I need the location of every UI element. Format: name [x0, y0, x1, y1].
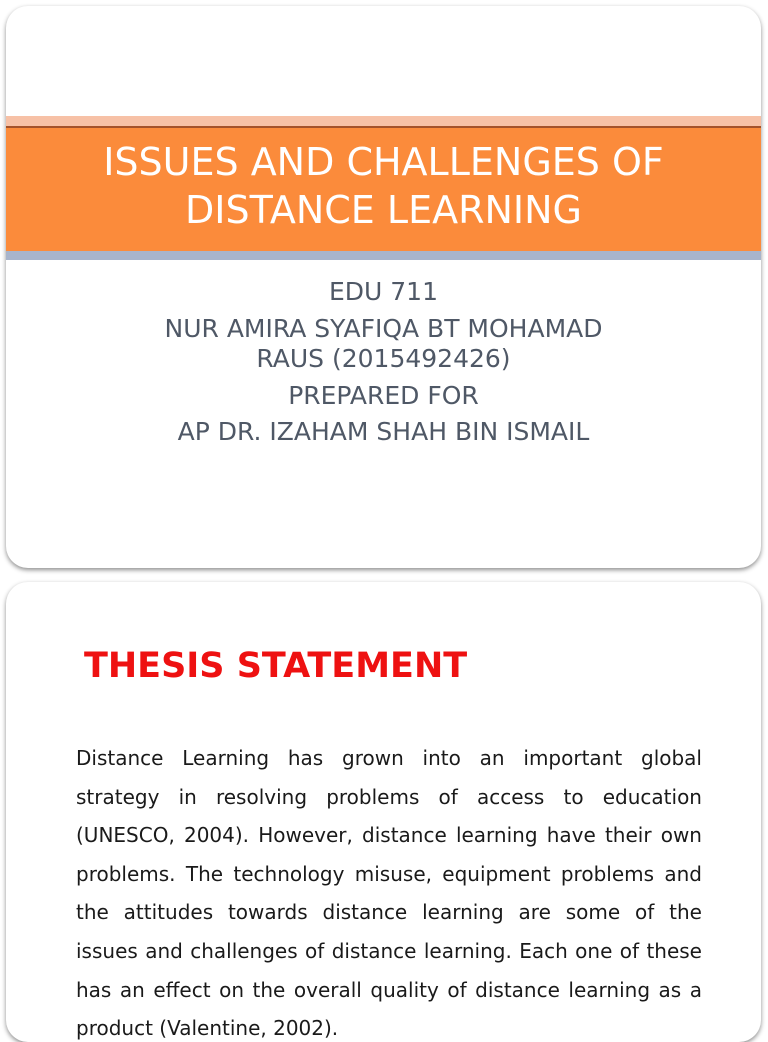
thesis-heading: THESIS STATEMENT	[84, 646, 468, 686]
supervisor-name: AP DR. IZAHAM SHAH BIN ISMAIL	[177, 417, 590, 446]
author-name-line-2: RAUS (2015492426)	[256, 344, 511, 373]
slide-title-line-2: DISTANCE LEARNING	[185, 188, 582, 232]
slide-title-line-1: ISSUES AND CHALLENGES OF	[103, 140, 664, 184]
prepared-for-label: PREPARED FOR	[288, 381, 479, 410]
thesis-slide	[6, 582, 761, 1042]
slide-title	[6, 138, 761, 234]
title-band-bottom-stripe	[6, 251, 761, 260]
course-code: EDU 711	[328, 277, 438, 306]
author-name-line-1: NUR AMIRA SYAFIQA BT MOHAMAD	[164, 314, 603, 343]
title-band-top-stripe	[6, 116, 761, 126]
title-slide	[6, 6, 761, 568]
thesis-paragraph: Distance Learning has grown into an important global strategy in resolving problems of access to education (UNESCO, 2004). However, distance learning have their own problems. The technology misuse, equipment problems and the attitudes towards distance learning are some of the issues and challenges of distance learning. Each one of these has an effect on the overall quality of distance learning as a product (Valentine, 2002).	[76, 746, 702, 1041]
slide-subtitle	[6, 274, 761, 450]
